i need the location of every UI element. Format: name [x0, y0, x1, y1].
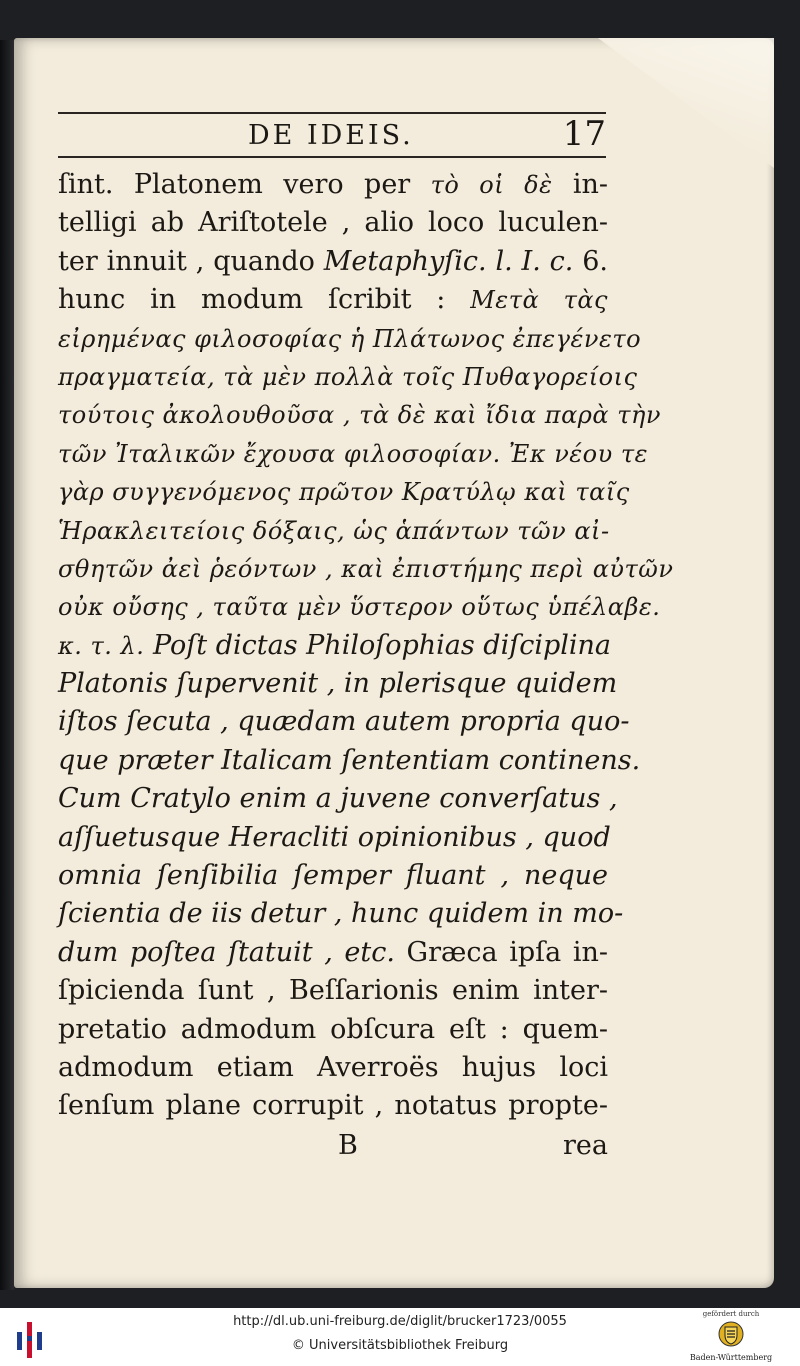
text-run: admodum etiam Averroës hujus loci	[58, 1051, 608, 1083]
signature-mark: B	[338, 1129, 358, 1161]
sponsor-block	[676, 1310, 786, 1362]
book-gutter	[0, 40, 14, 1290]
text-line	[58, 857, 608, 895]
text-run: in-	[552, 169, 609, 200]
text-run: ſpicienda ſunt , Beſſarionis enim inter-	[58, 975, 608, 1007]
catchword: rea	[563, 1129, 608, 1161]
text-line	[58, 895, 624, 933]
text-run: omnia ſenſibilia ſemper fluant , neque	[58, 860, 608, 892]
text-run: que præter Italicam ſententiam continens.	[58, 744, 641, 776]
text-run: σθητῶν ἀεὶ ῥεόντων , καὶ ἐπιστήμης περὶ αὐτῶν	[58, 554, 674, 583]
text-run: ter innuit , quando	[58, 245, 324, 277]
text-line	[58, 703, 630, 741]
text-run: πραγματεία, τὰ μὲν πολλὰ τοῖς Πυθαγορείοις	[58, 362, 638, 391]
text-line	[58, 358, 638, 396]
text-run: Cum Cratylo enim a juvene converſatus ,	[58, 783, 618, 815]
header-rule-bottom	[58, 156, 606, 158]
text-line	[58, 320, 642, 358]
text-run: κ. τ. λ.	[58, 631, 145, 660]
sponsor-label: gefördert durch	[702, 1310, 760, 1318]
text-run: τὸ οἱ δὲ	[430, 171, 553, 199]
text-run: pretatio admodum obſcura eſt : quem-	[58, 1013, 608, 1045]
text-line	[58, 972, 608, 1010]
running-head	[58, 114, 606, 154]
text-run: Platonis ſupervenit , in plerisque quidem	[58, 668, 618, 700]
text-line	[58, 934, 608, 972]
book-page	[14, 38, 774, 1288]
text-run: εἰρημένας φιλοσοφίας ἡ Πλάτωνος ἐπεγένετο	[58, 324, 642, 353]
text-run: dum poſtea ſtatuit , etc.	[58, 936, 395, 968]
text-line	[58, 588, 661, 626]
text-line	[58, 473, 630, 511]
catch-line	[58, 1130, 608, 1170]
text-run: aſſuetusque Heracliti opinionibus , quod	[58, 821, 611, 853]
text-line	[58, 742, 641, 780]
text-line	[58, 1011, 608, 1049]
text-run: ſcientia de iis detur , hunc quidem in mo-	[58, 898, 624, 930]
text-run: Ἡρακλειτείοις δόξαις, ὡς ἁπάντων τῶν αἰ-	[58, 516, 610, 545]
text-run: Metaphyſic. l. I. c.	[323, 245, 574, 277]
text-line	[58, 435, 648, 473]
text-run: telligi ab Ariſtotele , alio loco luculen-	[58, 207, 608, 239]
text-run: Poſt dictas Philoſophias diſciplina	[144, 629, 612, 661]
sponsor-name: Baden-Württemberg	[689, 1353, 773, 1362]
text-line	[58, 665, 618, 703]
copyright-notice: © Universitätsbibliothek Freiburg	[291, 1338, 509, 1353]
header-rule-top	[58, 112, 606, 114]
text-line	[58, 281, 608, 319]
page-number: 17	[562, 114, 606, 154]
text-line	[58, 166, 608, 204]
text-run: ſenſum plane corrupit , notatus propte-	[58, 1090, 608, 1122]
text-line	[58, 1087, 608, 1125]
body-text	[58, 166, 674, 1170]
text-run: γὰρ συγγενόμενος πρῶτον Κρατύλῳ καὶ ταῖς	[58, 478, 630, 507]
text-run: 6.	[573, 245, 609, 277]
text-run: Μετὰ τὰς	[470, 286, 608, 315]
running-title: DE IDEIS.	[248, 120, 414, 151]
text-line	[58, 243, 608, 281]
text-run: ſint. Platonem vero per	[58, 169, 431, 200]
text-run: τῶν Ἰταλικῶν ἔχουσα φιλοσοφίαν. Ἐκ νέου τε	[58, 439, 648, 468]
text-run: Græca ipſa in-	[394, 936, 609, 968]
text-line	[58, 1049, 608, 1087]
viewer-footer	[0, 1308, 800, 1366]
coat-of-arms-icon	[718, 1320, 744, 1348]
text-run: τούτοις ἀκολουθοῦσα , τὰ δὲ καὶ ἴδια παρὰ τὴν	[58, 401, 661, 430]
text-run: οὐκ οὔσης , ταῦτα μὲν ὕστερον οὕτως ὑπέλαβε.	[58, 593, 661, 622]
page-url[interactable]: http://dl.ub.uni-freiburg.de/diglit/brucker1723/0055	[233, 1314, 567, 1329]
text-line	[58, 550, 674, 588]
text-line	[58, 627, 612, 665]
text-line	[58, 819, 611, 857]
text-line	[58, 396, 661, 434]
text-line	[58, 780, 618, 818]
text-line	[58, 512, 608, 550]
text-run: iſtos ſecuta , quædam autem propria quo-	[58, 706, 630, 738]
text-line	[58, 204, 608, 242]
text-run: hunc in modum ſcribit :	[58, 284, 471, 316]
